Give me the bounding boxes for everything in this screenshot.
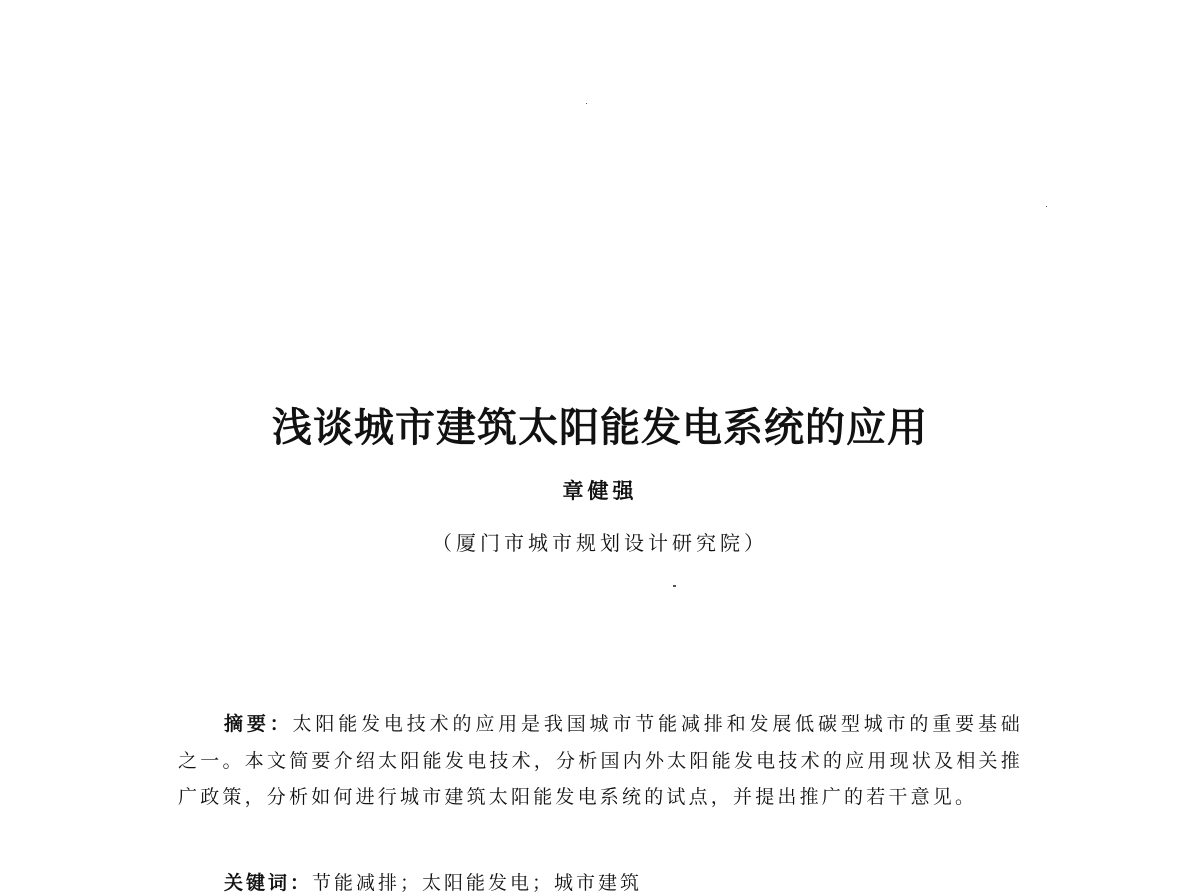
abstract-paragraph <box>178 706 1023 816</box>
scan-speck <box>1046 206 1047 207</box>
keywords-label: 关键词： <box>224 872 313 894</box>
keywords-text: 节能减排；太阳能发电；城市建筑 <box>312 872 643 894</box>
paper-title: 浅谈城市建筑太阳能发电系统的应用 <box>272 404 928 451</box>
scan-speck <box>673 585 676 587</box>
keywords-line <box>224 868 642 895</box>
abstract-text: 太阳能发电技术的应用是我国城市节能减排和发展低碳型城市的重要基础之一。本文简要介绍太阳能发电技术，分析国内外太阳能发电技术的应用现状及相关推广政策，分析如何进行城市建筑太阳能发电系统的试点，并提出推广的若干意见。 <box>178 713 1023 808</box>
scan-speck <box>586 103 587 104</box>
paper-affiliation: （厦门市城市规划设计研究院） <box>432 531 768 555</box>
abstract-label: 摘要： <box>224 713 293 735</box>
paper-author: 章健强 <box>562 478 638 503</box>
